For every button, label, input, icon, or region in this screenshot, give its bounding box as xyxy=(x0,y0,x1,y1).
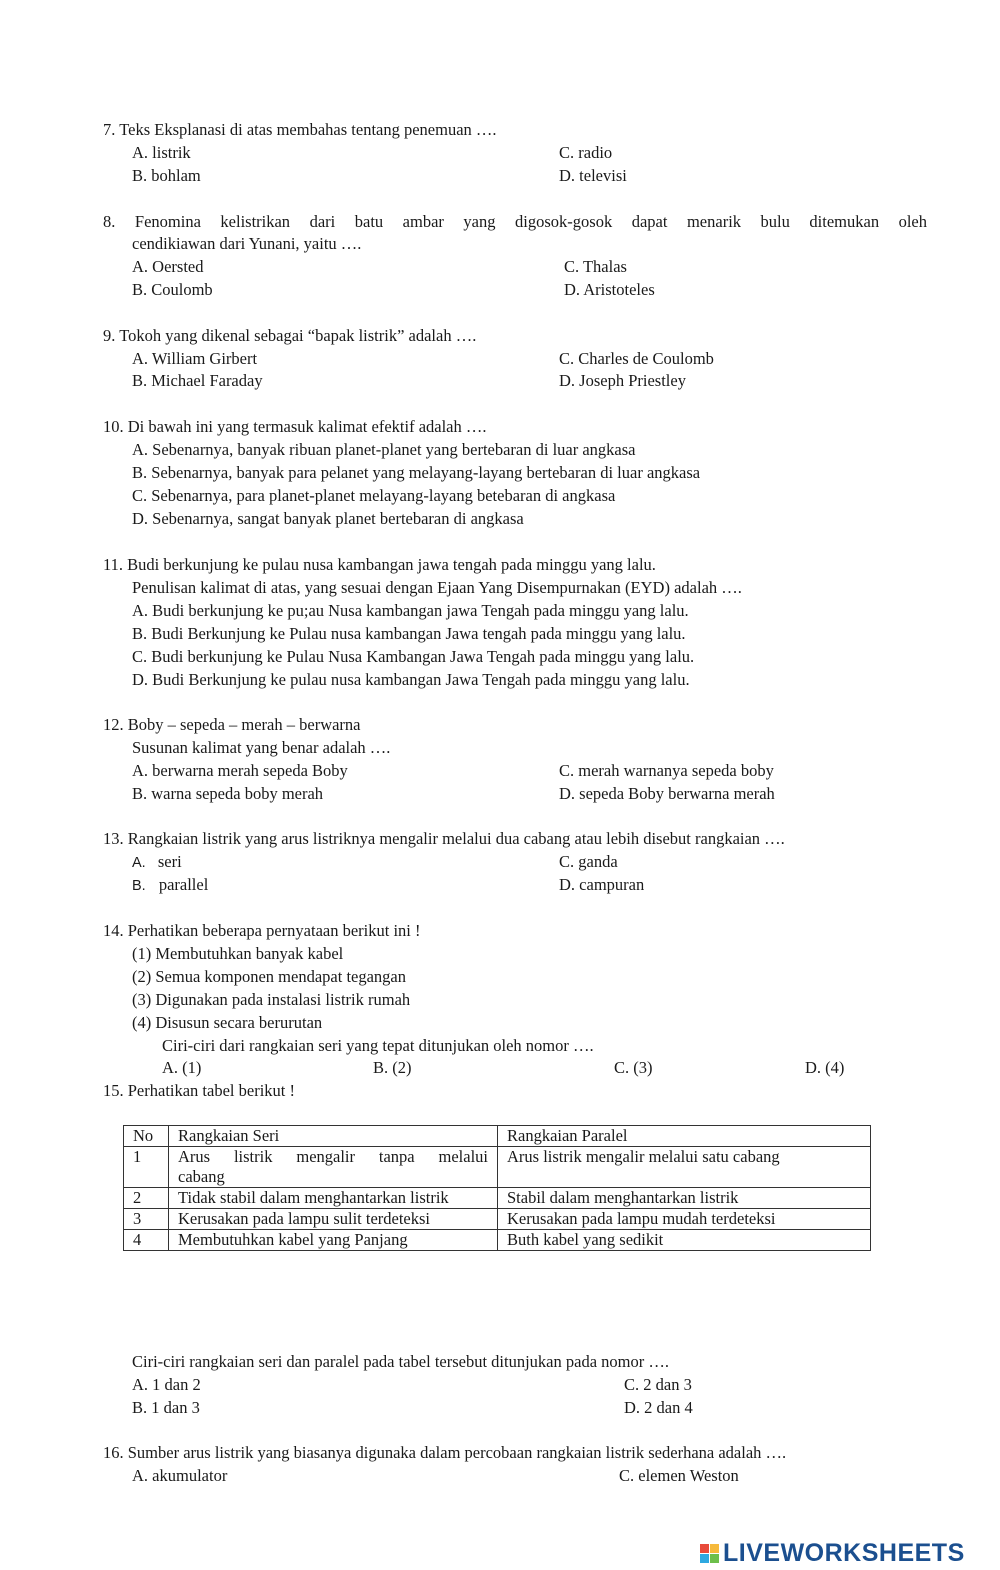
q7-stem: 7. Teks Eksplanasi di atas membahas tentang penemuan …. xyxy=(103,120,497,139)
q12-stem-line1: 12. Boby – sepeda – merah – berwarna xyxy=(103,715,361,734)
q13-option-d[interactable]: D. campuran xyxy=(559,875,645,894)
liveworksheets-logo[interactable] xyxy=(700,1538,965,1568)
logo-grid-icon xyxy=(700,1544,719,1563)
q8-option-a[interactable]: A. Oersted xyxy=(132,257,204,276)
table-cell-no: 3 xyxy=(124,1209,169,1230)
q15-option-d[interactable]: D. 2 dan 4 xyxy=(624,1398,693,1417)
q13-option-b-text: parallel xyxy=(158,875,209,894)
q9-option-a[interactable]: A. William Girbert xyxy=(132,349,258,368)
table-cell-paralel: Buth kabel yang sedikit xyxy=(498,1230,871,1251)
q9-option-d[interactable]: D. Joseph Priestley xyxy=(559,371,686,390)
table-cell-seri: Membutuhkan kabel yang Panjang xyxy=(169,1230,498,1251)
table-header-paralel: Rangkaian Paralel xyxy=(498,1126,871,1147)
logo-square-icon xyxy=(710,1544,719,1553)
table-cell-no: 1 xyxy=(124,1147,169,1188)
table-cell-seri-line1: Arus listrik mengalir tanpa melalui xyxy=(178,1147,488,1166)
q8-stem-line1: 8. Fenomina kelistrikan dari batu ambar yang digosok-gosok dapat menarik bulu ditemukan oleh xyxy=(103,212,927,231)
q7-option-a[interactable]: A. listrik xyxy=(132,143,191,162)
table-header-no: No xyxy=(124,1126,169,1147)
q13-option-a-letter: A. xyxy=(132,855,146,871)
q8-option-d[interactable]: D. Aristoteles xyxy=(564,280,655,299)
q16-stem: 16. Sumber arus listrik yang biasanya digunaka dalam percobaan rangkaian listrik sederhana adalah …. xyxy=(103,1443,787,1462)
table-cell-paralel: Stabil dalam menghantarkan listrik xyxy=(498,1188,871,1209)
table-cell-no: 2 xyxy=(124,1188,169,1209)
q10-option-c[interactable]: C. Sebenarnya, para planet-planet melayang-layang betebaran di angkasa xyxy=(132,486,616,505)
q9-option-b[interactable]: B. Michael Faraday xyxy=(132,371,263,390)
table-cell-no: 4 xyxy=(124,1230,169,1251)
table-cell-seri: Tidak stabil dalam menghantarkan listrik xyxy=(169,1188,498,1209)
q14-statement-4: (4) Disusun secara berurutan xyxy=(132,1013,323,1032)
table-header-row xyxy=(124,1126,871,1147)
q11-option-c[interactable]: C. Budi berkunjung ke Pulau Nusa Kambangan Jawa Tengah pada minggu yang lalu. xyxy=(132,647,695,666)
q9-option-c[interactable]: C. Charles de Coulomb xyxy=(559,349,714,368)
q16-option-c[interactable]: C. elemen Weston xyxy=(619,1466,739,1485)
q12-option-c[interactable]: C. merah warnanya sepeda boby xyxy=(559,761,774,780)
q13-option-a[interactable] xyxy=(132,852,182,873)
q13-option-a-text: seri xyxy=(157,852,182,871)
q14-question: Ciri-ciri dari rangkaian seri yang tepat ditunjukan oleh nomor …. xyxy=(162,1036,594,1055)
q15-option-c[interactable]: C. 2 dan 3 xyxy=(624,1375,692,1394)
q7-option-d[interactable]: D. televisi xyxy=(559,166,627,185)
table-header-seri: Rangkaian Seri xyxy=(169,1126,498,1147)
q10-option-d[interactable]: D. Sebenarnya, sangat banyak planet bertebaran di angkasa xyxy=(132,509,524,528)
q11-stem-line1: 11. Budi berkunjung ke pulau nusa kambangan jawa tengah pada minggu yang lalu. xyxy=(103,555,656,574)
q11-option-b[interactable]: B. Budi Berkunjung ke Pulau nusa kambangan Jawa tengah pada minggu yang lalu. xyxy=(132,624,686,643)
q7-option-b[interactable]: B. bohlam xyxy=(132,166,201,185)
q16-option-a[interactable]: A. akumulator xyxy=(132,1466,228,1485)
logo-square-icon xyxy=(710,1554,719,1563)
table-cell-seri-line2: cabang xyxy=(178,1167,225,1186)
q12-stem-line2: Susunan kalimat yang benar adalah …. xyxy=(132,738,391,757)
table-cell-seri xyxy=(169,1147,498,1188)
q14-option-c[interactable]: C. (3) xyxy=(614,1058,653,1077)
logo-text: LIVEWORKSHEETS xyxy=(723,1538,965,1567)
q14-statement-2: (2) Semua komponen mendapat tegangan xyxy=(132,967,406,986)
q11-option-d[interactable]: D. Budi Berkunjung ke pulau nusa kambangan Jawa Tengah pada minggu yang lalu. xyxy=(132,670,690,689)
logo-square-icon xyxy=(700,1544,709,1553)
q8-option-c[interactable]: C. Thalas xyxy=(564,257,627,276)
table-cell-seri: Kerusakan pada lampu sulit terdeteksi xyxy=(169,1209,498,1230)
q14-stem: 14. Perhatikan beberapa pernyataan berikut ini ! xyxy=(103,921,421,940)
q13-stem: 13. Rangkaian listrik yang arus listriknya mengalir melalui dua cabang atau lebih disebut rangkaian …. xyxy=(103,829,785,848)
q11-stem-line2: Penulisan kalimat di atas, yang sesuai dengan Ejaan Yang Disempurnakan (EYD) adalah …. xyxy=(132,578,742,597)
q14-option-d[interactable]: D. (4) xyxy=(805,1058,845,1077)
logo-square-icon xyxy=(700,1554,709,1563)
q9-stem: 9. Tokoh yang dikenal sebagai “bapak listrik” adalah …. xyxy=(103,326,477,345)
table-cell-paralel: Arus listrik mengalir melalui satu cabang xyxy=(498,1147,871,1188)
q10-option-b[interactable]: B. Sebenarnya, banyak para pelanet yang melayang-layang bertebaran di luar angkasa xyxy=(132,463,701,482)
q14-statement-3: (3) Digunakan pada instalasi listrik rumah xyxy=(132,990,411,1009)
q15-stem: 15. Perhatikan tabel berikut ! xyxy=(103,1081,295,1100)
table-row xyxy=(124,1188,871,1209)
q12-option-a[interactable]: A. berwarna merah sepeda Boby xyxy=(132,761,348,780)
q7-option-c[interactable]: C. radio xyxy=(559,143,613,162)
q13-option-b-letter: B. xyxy=(132,878,146,894)
q13-option-b[interactable] xyxy=(132,875,208,896)
q15-question: Ciri-ciri rangkaian seri dan paralel pada tabel tersebut ditunjukan pada nomor …. xyxy=(132,1352,669,1371)
q14-statement-1: (1) Membutuhkan banyak kabel xyxy=(132,944,344,963)
q12-option-d[interactable]: D. sepeda Boby berwarna merah xyxy=(559,784,775,803)
q10-option-a[interactable]: A. Sebenarnya, banyak ribuan planet-planet yang bertebaran di luar angkasa xyxy=(132,440,636,459)
q14-option-a[interactable]: A. (1) xyxy=(162,1058,202,1077)
table-row xyxy=(124,1147,871,1188)
table-row xyxy=(124,1209,871,1230)
q15-option-b[interactable]: B. 1 dan 3 xyxy=(132,1398,200,1417)
q10-stem: 10. Di bawah ini yang termasuk kalimat efektif adalah …. xyxy=(103,417,487,436)
q13-option-c[interactable]: C. ganda xyxy=(559,852,618,871)
q14-option-b[interactable]: B. (2) xyxy=(373,1058,412,1077)
q12-option-b[interactable]: B. warna sepeda boby merah xyxy=(132,784,324,803)
q8-stem-line2: cendikiawan dari Yunani, yaitu …. xyxy=(132,234,362,253)
q15-option-a[interactable]: A. 1 dan 2 xyxy=(132,1375,201,1394)
table-cell-paralel: Kerusakan pada lampu mudah terdeteksi xyxy=(498,1209,871,1230)
comparison-table xyxy=(123,1125,871,1251)
q8-option-b[interactable]: B. Coulomb xyxy=(132,280,213,299)
q11-option-a[interactable]: A. Budi berkunjung ke pu;au Nusa kambangan jawa Tengah pada minggu yang lalu. xyxy=(132,601,689,620)
table-row xyxy=(124,1230,871,1251)
